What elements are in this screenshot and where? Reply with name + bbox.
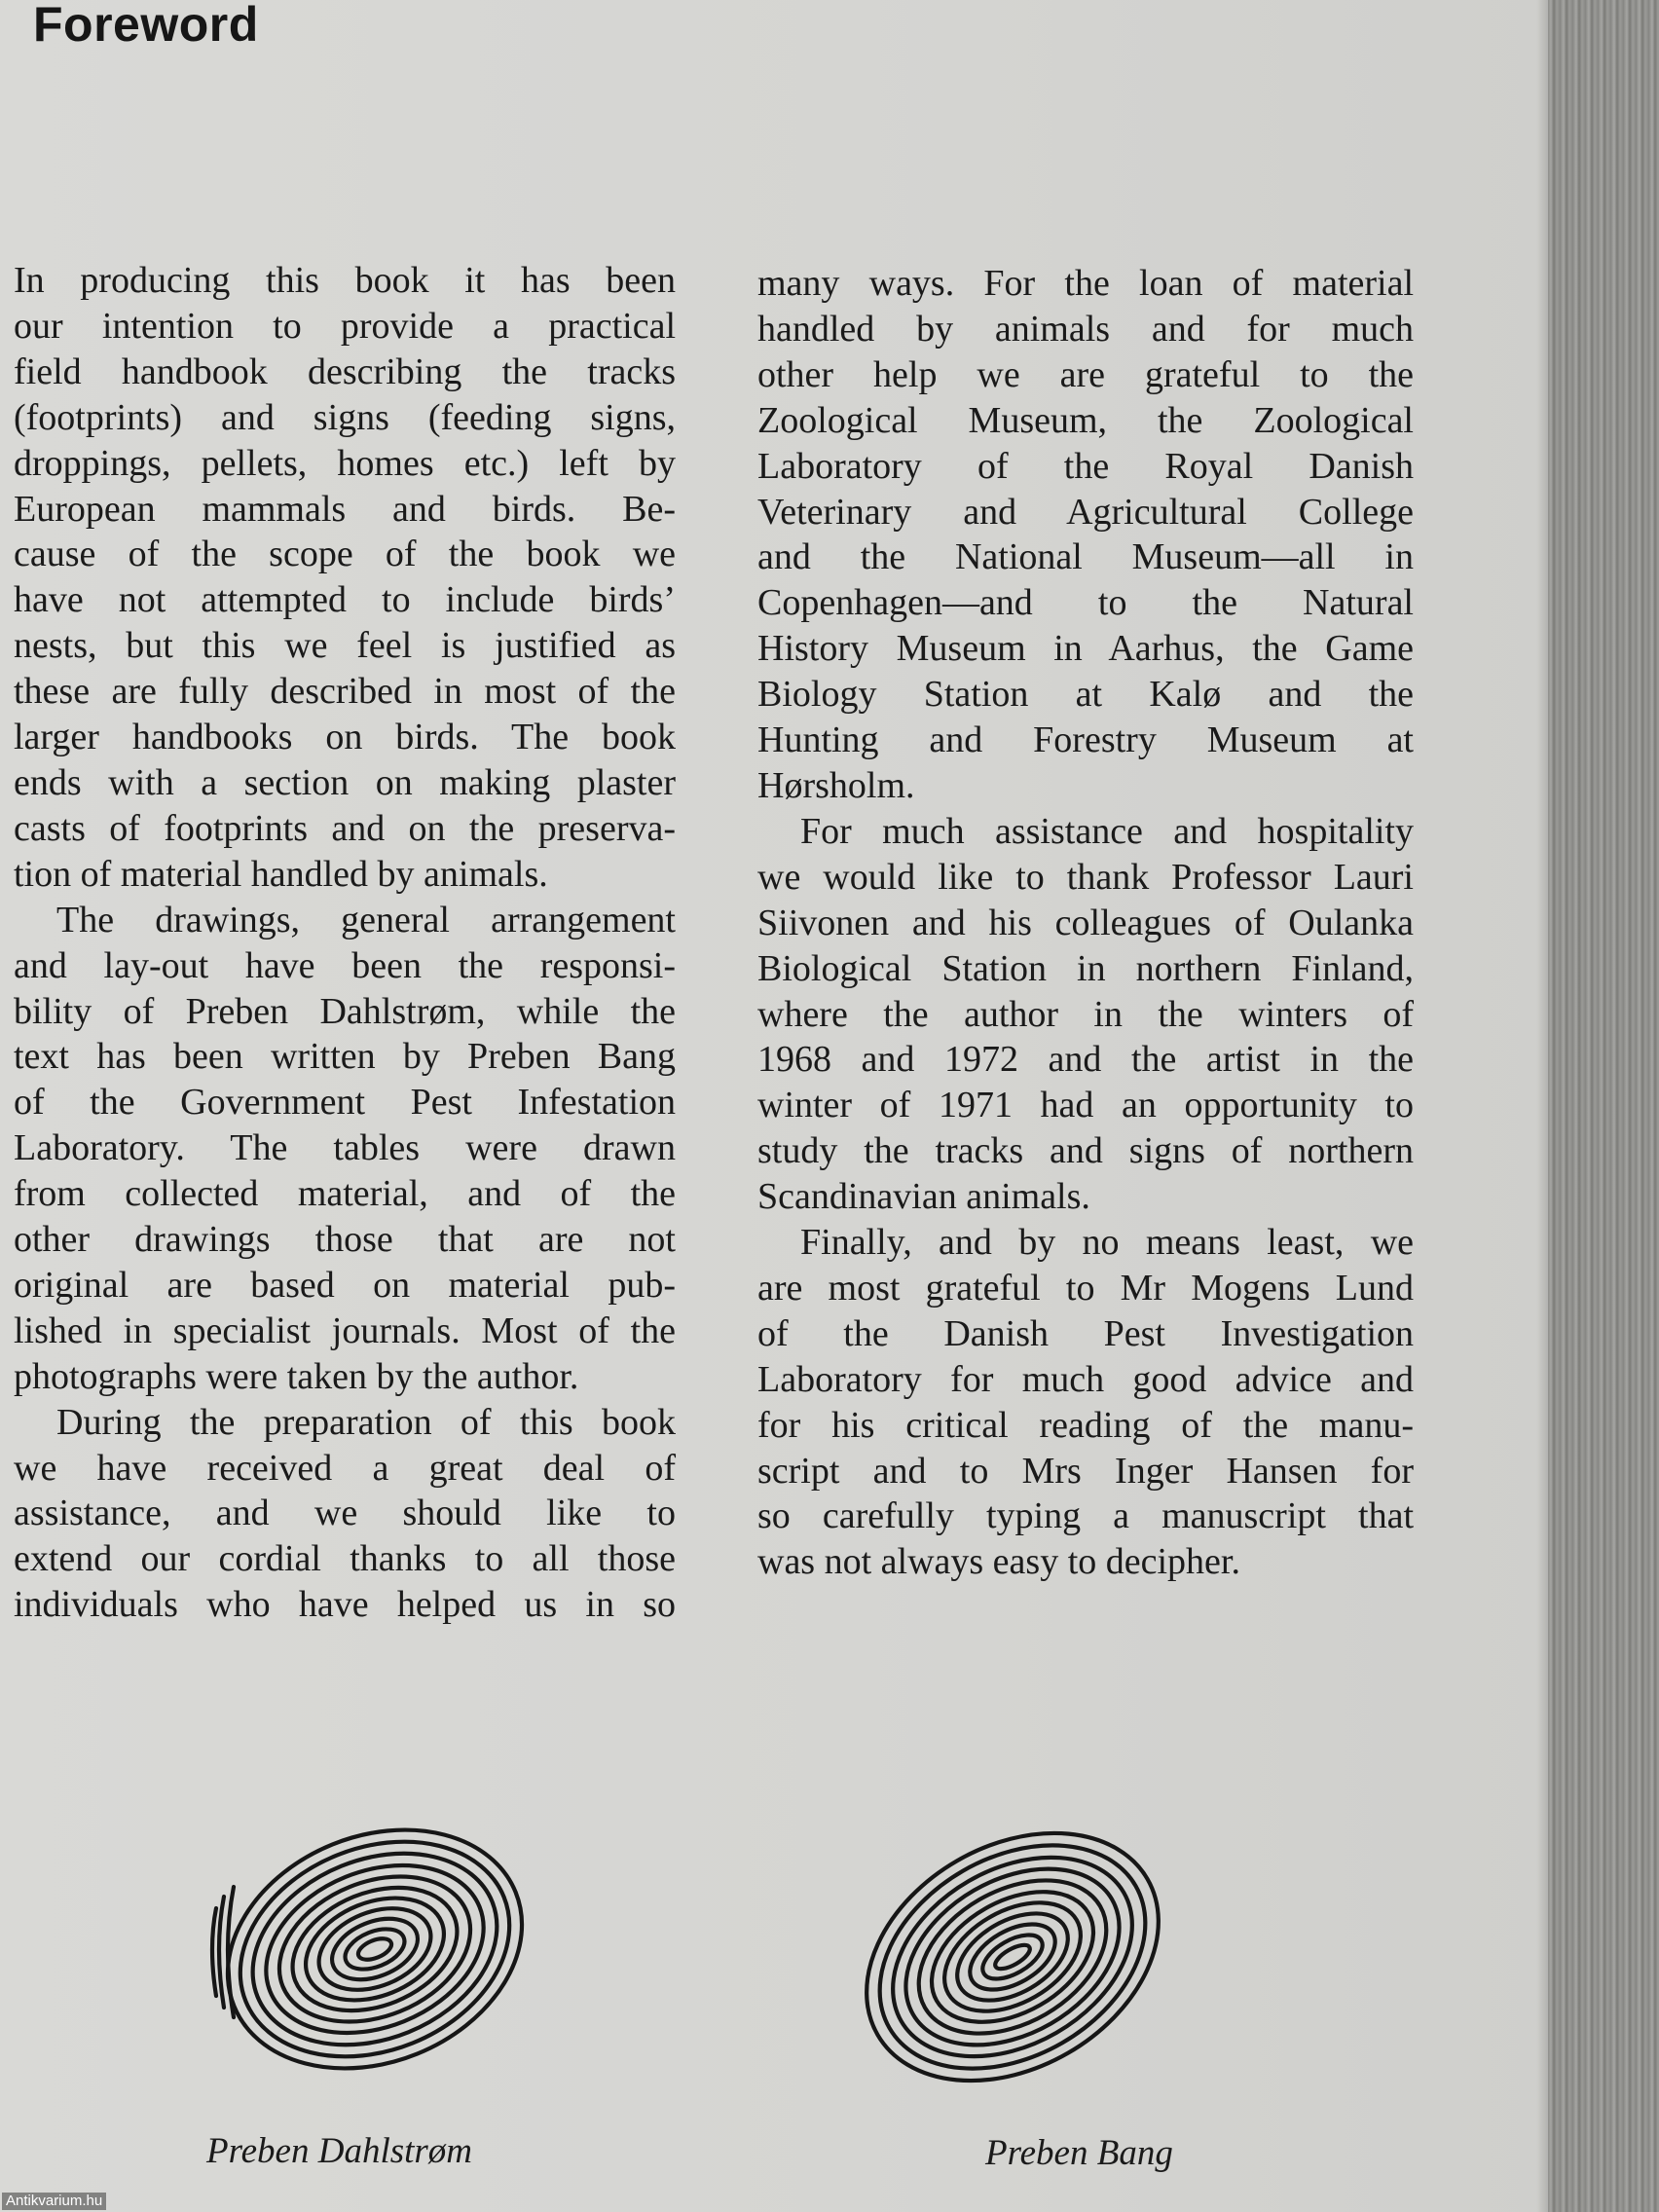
text-line: History Museum in Aarhus, the Game	[757, 628, 1414, 670]
text-line: Laboratory. The tables were drawn	[14, 1127, 676, 1169]
text-line: extend our cordial thanks to all those	[14, 1538, 676, 1580]
page-heading: Foreword	[33, 0, 259, 52]
text-line: of the Government Pest Infestation	[14, 1082, 676, 1124]
signature-right: Preben Bang	[985, 2133, 1173, 2173]
text-line: where the author in the winters of	[757, 993, 1414, 1035]
fingerprint-dahlstrom-icon	[195, 1801, 565, 2093]
text-line: assistance, and we should like to	[14, 1493, 676, 1534]
text-line: Biology Station at Kalø and the	[757, 674, 1414, 716]
watermark: Antikvarium.hu	[2, 2193, 106, 2210]
text-line: and lay-out have been the responsi-	[14, 944, 676, 986]
text-line: handled by animals and for much	[757, 308, 1414, 350]
text-line: cause of the scope of the book we	[14, 534, 676, 575]
text-line: During the preparation of this book	[56, 1401, 676, 1443]
text-line: Zoological Museum, the Zoological	[757, 399, 1414, 441]
text-line: tion of material handled by animals.	[14, 853, 548, 895]
text-line: field handbook describing the tracks	[14, 350, 676, 392]
text-line: Veterinary and Agricultural College	[757, 491, 1414, 533]
text-line: we would like to thank Professor Lauri	[757, 856, 1414, 898]
text-line: study the tracks and signs of northern	[757, 1130, 1414, 1172]
right-column	[757, 261, 1414, 1585]
text-line: Finally, and by no means least, we	[800, 1222, 1414, 1264]
text-line: In producing this book it has been	[14, 260, 676, 301]
text-line: individuals who have helped us in so	[14, 1584, 676, 1626]
text-line: have not attempted to include birds’	[14, 579, 676, 621]
text-line: we have received a great deal of	[14, 1447, 676, 1489]
text-line: (footprints) and signs (feeding signs,	[14, 396, 676, 438]
text-line: larger handbooks on birds. The book	[14, 717, 676, 758]
text-line: other drawings those that are not	[14, 1219, 676, 1261]
text-line: Hunting and Forestry Museum at	[757, 719, 1414, 761]
text-line: original are based on material pub-	[14, 1264, 676, 1306]
text-line: many ways. For the loan of material	[757, 263, 1414, 304]
text-line: lished in specialist journals. Most of the	[14, 1309, 676, 1351]
text-line: ends with a section on making plaster	[14, 761, 676, 803]
text-line: script and to Mrs Inger Hansen for	[757, 1450, 1414, 1492]
text-line: 1968 and 1972 and the artist in the	[757, 1039, 1414, 1081]
text-line: was not always easy to decipher.	[757, 1541, 1240, 1583]
text-line: text has been written by Preben Bang	[14, 1036, 676, 1078]
book-binding	[1548, 0, 1659, 2212]
text-line: Siivonen and his colleagues of Oulanka	[757, 902, 1414, 943]
text-line: Laboratory of the Royal Danish	[757, 445, 1414, 487]
text-line: these are fully described in most of the	[14, 671, 676, 713]
text-line: so carefully typing a manuscript that	[757, 1495, 1414, 1537]
text-line: Laboratory for much good advice and	[757, 1358, 1414, 1400]
text-line: nests, but this we feel is justified as	[14, 625, 676, 667]
text-line: for his critical reading of the manu-	[757, 1404, 1414, 1446]
text-line: from collected material, and of the	[14, 1173, 676, 1215]
text-line: Hørsholm.	[757, 764, 915, 806]
text-line: droppings, pellets, homes etc.) left by	[14, 442, 676, 484]
text-line: The drawings, general arrangement	[56, 899, 676, 940]
text-line: other help we are grateful to the	[757, 353, 1414, 395]
text-line: European mammals and birds. Be-	[14, 488, 676, 530]
text-line: our intention to provide a practical	[14, 305, 676, 347]
text-line: are most grateful to Mr Mogens Lund	[757, 1267, 1414, 1309]
text-line: and the National Museum—all in	[757, 536, 1414, 578]
text-line: For much assistance and hospitality	[800, 810, 1414, 852]
text-line: Copenhagen—and to the Natural	[757, 582, 1414, 624]
text-line: Scandinavian animals.	[757, 1176, 1090, 1218]
left-column	[14, 258, 676, 1628]
fingerprint-bang-icon	[828, 1811, 1207, 2103]
text-line: casts of footprints and on the preserva-	[14, 807, 676, 849]
text-line: of the Danish Pest Investigation	[757, 1312, 1414, 1354]
text-line: bility of Preben Dahlstrøm, while the	[14, 990, 676, 1032]
text-line: Biological Station in northern Finland,	[757, 947, 1414, 989]
text-line: photographs were taken by the author.	[14, 1355, 579, 1397]
text-line: winter of 1971 had an opportunity to	[757, 1085, 1414, 1126]
signature-left: Preben Dahlstrøm	[206, 2131, 473, 2171]
